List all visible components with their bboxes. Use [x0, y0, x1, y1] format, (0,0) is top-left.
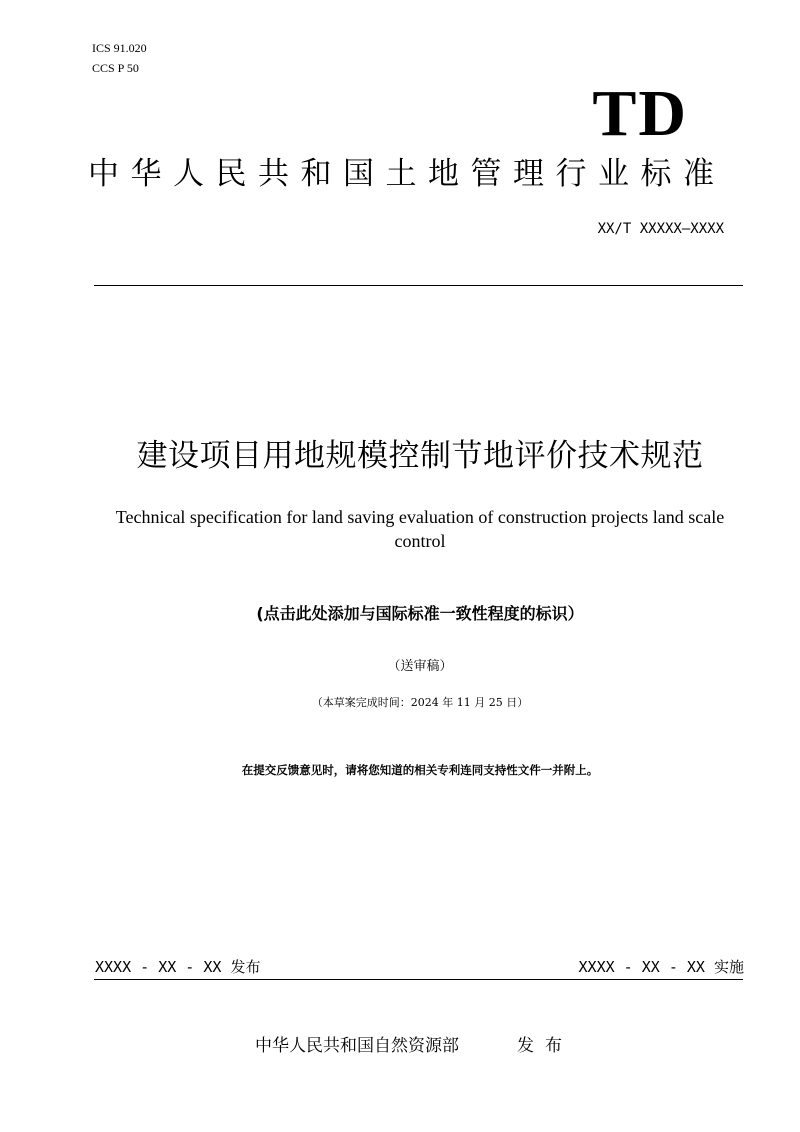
- ccs-code: CCS P 50: [92, 61, 139, 75]
- td-logo: TD: [592, 77, 688, 150]
- patent-notice: 在提交反馈意见时，请将您知道的相关专利连同支持性文件一并附上。: [241, 763, 599, 777]
- ics-code: ICS 91.020: [92, 41, 147, 55]
- issue-date: XXXX - XX - XX 发布: [95, 958, 261, 976]
- draft-completion-date: （本草案完成时间：2024 年 11 月 25 日）: [311, 696, 529, 709]
- document-title-en: Technical specification for land saving evaluation of construction projects land scale control: [115, 507, 725, 551]
- classification-codes: [92, 38, 147, 78]
- implementation-date: XXXX - XX - XX 实施: [578, 958, 744, 976]
- issuing-authority: 中华人民共和国自然资源部: [255, 1036, 459, 1056]
- top-divider: [94, 285, 743, 286]
- standard-type-title: 中华人民共和国土地管理行业标准: [88, 156, 726, 192]
- standard-number: XX/T XXXXX—XXXX: [597, 221, 724, 237]
- issuer-action: 发布: [517, 1036, 573, 1056]
- document-title-cn: 建设项目用地规模控制节地评价技术规范: [136, 438, 704, 474]
- bottom-divider: [94, 979, 743, 980]
- draft-status: （送审稿）: [387, 659, 453, 674]
- conformity-note[interactable]: (点击此处添加与国际标准一致性程度的标识）: [256, 604, 584, 623]
